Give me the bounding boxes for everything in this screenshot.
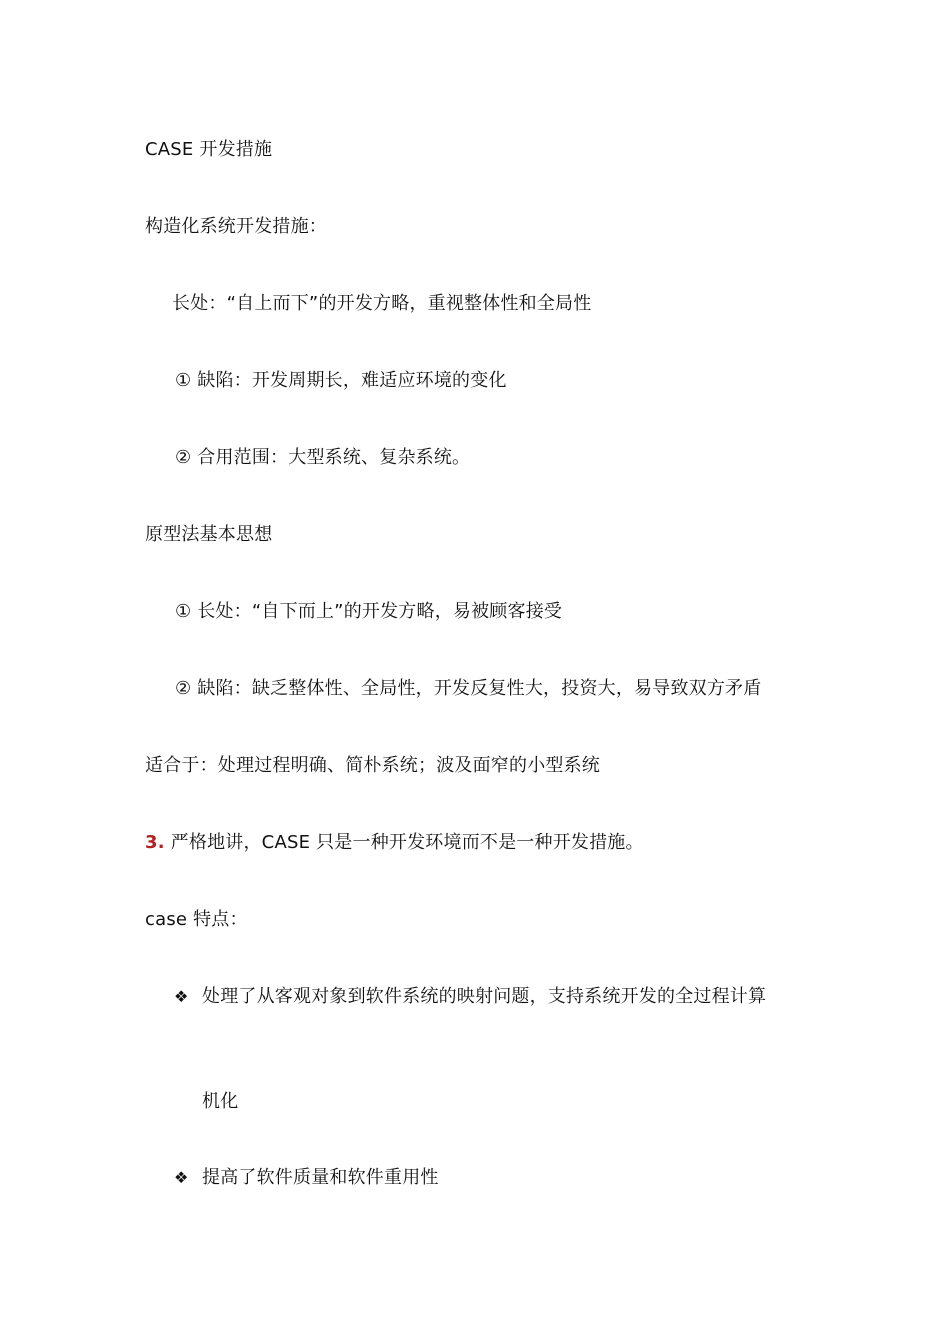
case-note <box>145 832 644 854</box>
prototype-advantage: ① 长处：“自下而上”的开发方略，易被顾客接受 <box>175 601 563 622</box>
prototype-heading: 原型法基本思想 <box>145 524 273 545</box>
doc-title: CASE 开发措施 <box>145 139 273 160</box>
structured-scope: ② 合用范围：大型系统、复杂系统。 <box>175 447 471 468</box>
case-feature-1-line2: 机化 <box>202 1091 239 1112</box>
structured-advantage: 长处：“自上而下”的开发方略，重视整体性和全局性 <box>172 293 592 314</box>
case-features-heading: case 特点： <box>145 909 248 930</box>
prototype-defect: ② 缺陷：缺乏整体性、全局性，开发反复性大，投资大，易导致双方矛盾 <box>175 678 762 699</box>
case-note-number: 3. <box>145 832 165 853</box>
structured-heading: 构造化系统开发措施： <box>145 216 327 237</box>
diamond-bullet-icon: ❖ <box>174 1168 189 1187</box>
case-feature-1-line1: 处理了从客观对象到软件系统的映射问题，支持系统开发的全过程计算 <box>202 986 767 1007</box>
structured-defect: ① 缺陷：开发周期长，难适应环境的变化 <box>175 370 507 391</box>
diamond-bullet-icon: ❖ <box>174 987 189 1006</box>
prototype-suitable: 适合于：处理过程明确、简朴系统；波及面窄的小型系统 <box>145 755 600 776</box>
case-feature-2-line1: 提高了软件质量和软件重用性 <box>202 1167 439 1188</box>
case-note-text: 严格地讲，CASE 只是一种开发环境而不是一种开发措施。 <box>164 832 644 853</box>
